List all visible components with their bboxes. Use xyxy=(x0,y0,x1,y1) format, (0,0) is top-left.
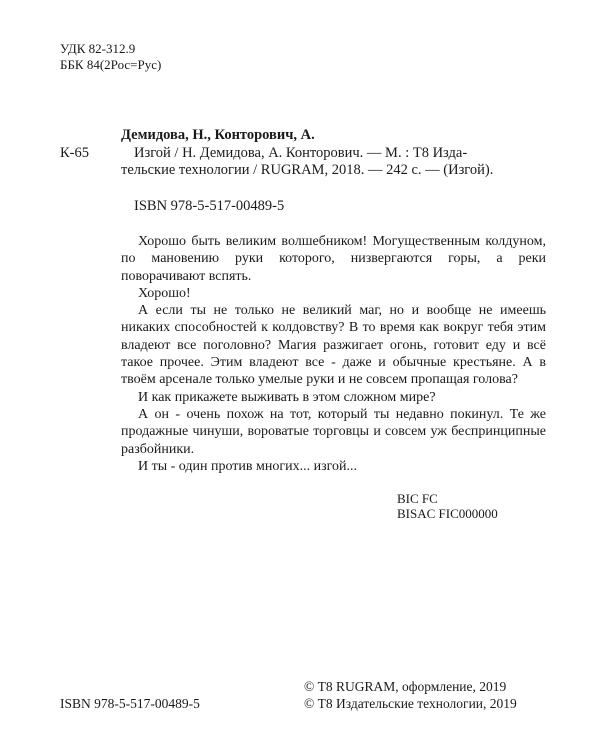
annotation xyxy=(121,233,546,475)
annotation-paragraph: И ты - один против многих... изгой... xyxy=(138,458,358,474)
copyright-design: © Т8 RUGRAM, оформление, 2019 xyxy=(304,679,507,694)
annotation-paragraph: И как прикажете выживать в этом сложном мире? xyxy=(138,389,436,405)
author-mark: К-65 xyxy=(60,145,89,161)
bic-code: BIC FC xyxy=(397,491,438,506)
annotation-paragraph: Хорошо быть великим волшебником! Могущественным колдуном, по мановению руки которого, низвергаются горы, а реки поворачивают вспять. xyxy=(121,234,546,284)
annotation-paragraph: А он - очень похож на тот, который ты недавно покинул. Те же продажные чинуши, вороватые торговцы и совсем уж беспринципные разбойники. xyxy=(121,406,546,457)
udk-code: УДК 82-312.9 xyxy=(60,41,136,56)
copyright-publisher: © Т8 Издательские технологии, 2019 xyxy=(304,696,517,711)
bisac-code: BISAC FIC000000 xyxy=(397,506,498,521)
record-description-line1: Изгой / Н. Демидова, А. Конторович. — М. : Т8 Изда- xyxy=(134,145,468,161)
annotation-paragraph: Хорошо! xyxy=(138,285,191,301)
record-heading: Демидова, Н., Конторович, А. xyxy=(121,127,315,143)
bbk-code: ББК 84(2Рос=Рус) xyxy=(60,57,162,72)
record-isbn: ISBN 978-5-517-00489-5 xyxy=(134,198,285,214)
footer-isbn: ISBN 978-5-517-00489-5 xyxy=(60,696,200,711)
record-description-line2: тельские технологии / RUGRAM, 2018. — 242 с. — (Изгой). xyxy=(121,162,494,178)
annotation-paragraph: А если ты не только не великий маг, но и вообще не имеешь никаких способностей к колдовству? В то время как вокруг тебя этим владеют все поголовно? Магия разжигает огонь, готовит еду и всё такое прочее. Этим владеют все - даже и обычные крестьяне. А в твоём арсенале только умелые руки и не совсем пропащая голова? xyxy=(121,303,546,388)
